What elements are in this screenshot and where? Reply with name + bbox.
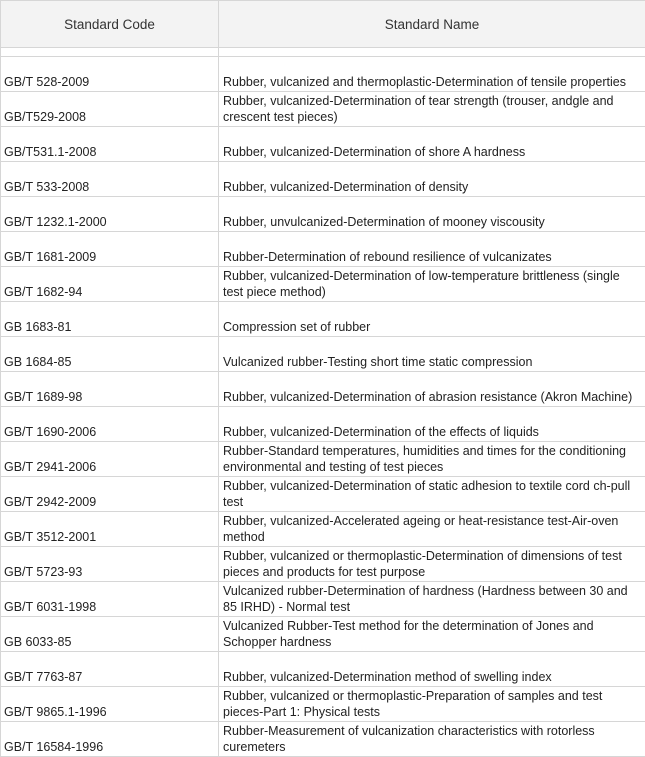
standard-code-cell: GB/T 2942-2009: [1, 477, 219, 512]
table-row: [1, 512, 645, 547]
standard-code-cell: GB/T 533-2008: [1, 162, 219, 197]
standard-code-cell: GB/T 1232.1-2000: [1, 197, 219, 232]
table-row: [1, 197, 645, 232]
standard-name-cell: Rubber, vulcanized or thermoplastic-Preparation of samples and test pieces-Part 1: Physical tests: [219, 687, 645, 722]
standard-name-cell: Rubber, vulcanized-Determination of shore A hardness: [219, 127, 645, 162]
standard-code-cell: GB/T 7763-87: [1, 652, 219, 687]
table-row: [1, 92, 645, 127]
standard-code-cell: GB 1684-85: [1, 337, 219, 372]
standard-name-cell: Rubber, unvulcanized-Determination of mooney viscousity: [219, 197, 645, 232]
table-header-row: [1, 1, 645, 48]
table-row: [1, 582, 645, 617]
table-row: [1, 372, 645, 407]
table-row: [1, 477, 645, 512]
standard-code-cell: GB/T 1681-2009: [1, 232, 219, 267]
standard-name-cell: Rubber-Standard temperatures, humidities and times for the conditioning environmental and testing of test pieces: [219, 442, 645, 477]
standard-code-cell: GB/T 1690-2006: [1, 407, 219, 442]
table-row: [1, 652, 645, 687]
table-row: [1, 267, 645, 302]
standard-name-cell: Rubber, vulcanized-Accelerated ageing or heat-resistance test-Air-oven method: [219, 512, 645, 547]
standard-code-cell: GB/T531.1-2008: [1, 127, 219, 162]
table-row: [1, 162, 645, 197]
standard-name-cell: Vulcanized Rubber-Test method for the determination of Jones and Schopper hardness: [219, 617, 645, 652]
standard-code-cell: GB/T 5723-93: [1, 547, 219, 582]
standard-name-cell: Rubber-Determination of rebound resilience of vulcanizates: [219, 232, 645, 267]
standard-code-cell: GB/T 3512-2001: [1, 512, 219, 547]
standard-name-cell: Compression set of rubber: [219, 302, 645, 337]
standard-code-cell: GB/T 16584-1996: [1, 722, 219, 757]
standard-code-cell: GB/T529-2008: [1, 92, 219, 127]
standard-code-cell: GB/T 1689-98: [1, 372, 219, 407]
standard-code-cell: GB/T 2941-2006: [1, 442, 219, 477]
standard-name-cell: Rubber, vulcanized-Determination of tear strength (trouser, andgle and crescent test pieces): [219, 92, 645, 127]
standard-code-cell: GB/T 6031-1998: [1, 582, 219, 617]
table-row: [1, 407, 645, 442]
table-row: [1, 617, 645, 652]
table-row: [1, 232, 645, 267]
table-body: [1, 48, 645, 757]
standard-name-cell: Rubber, vulcanized-Determination of static adhesion to textile cord ch-pull test: [219, 477, 645, 512]
table-row: [1, 722, 645, 757]
standard-name-cell: Rubber-Measurement of vulcanization characteristics with rotorless curemeters: [219, 722, 645, 757]
table-row: [1, 127, 645, 162]
header-standard-code: Standard Code: [1, 1, 219, 48]
table-spacer-row: [1, 48, 645, 57]
standard-code-cell: GB/T 1682-94: [1, 267, 219, 302]
table-row: [1, 442, 645, 477]
standard-name-cell: Rubber, vulcanized-Determination of density: [219, 162, 645, 197]
standard-name-cell: Rubber, vulcanized-Determination method of swelling index: [219, 652, 645, 687]
header-standard-name: Standard Name: [219, 1, 645, 48]
table-row: [1, 337, 645, 372]
table-row: [1, 547, 645, 582]
standard-name-cell: Vulcanized rubber-Determination of hardness (Hardness between 30 and 85 IRHD) - Normal test: [219, 582, 645, 617]
standard-code-cell: GB 1683-81: [1, 302, 219, 337]
table-row: [1, 687, 645, 722]
standard-code-cell: GB 6033-85: [1, 617, 219, 652]
standard-name-cell: Rubber, vulcanized-Determination of low-temperature brittleness (single test piece method): [219, 267, 645, 302]
standard-name-cell: Rubber, vulcanized or thermoplastic-Determination of dimensions of test pieces and products for test purpose: [219, 547, 645, 582]
standard-name-cell: Rubber, vulcanized-Determination of the effects of liquids: [219, 407, 645, 442]
table-row: [1, 57, 645, 92]
standard-name-cell: Vulcanized rubber-Testing short time static compression: [219, 337, 645, 372]
standard-name-cell: Rubber, vulcanized-Determination of abrasion resistance (Akron Machine): [219, 372, 645, 407]
standard-name-cell: Rubber, vulcanized and thermoplastic-Determination of tensile properties: [219, 57, 645, 92]
standard-code-cell: GB/T 528-2009: [1, 57, 219, 92]
table-row: [1, 302, 645, 337]
standard-code-cell: GB/T 9865.1-1996: [1, 687, 219, 722]
